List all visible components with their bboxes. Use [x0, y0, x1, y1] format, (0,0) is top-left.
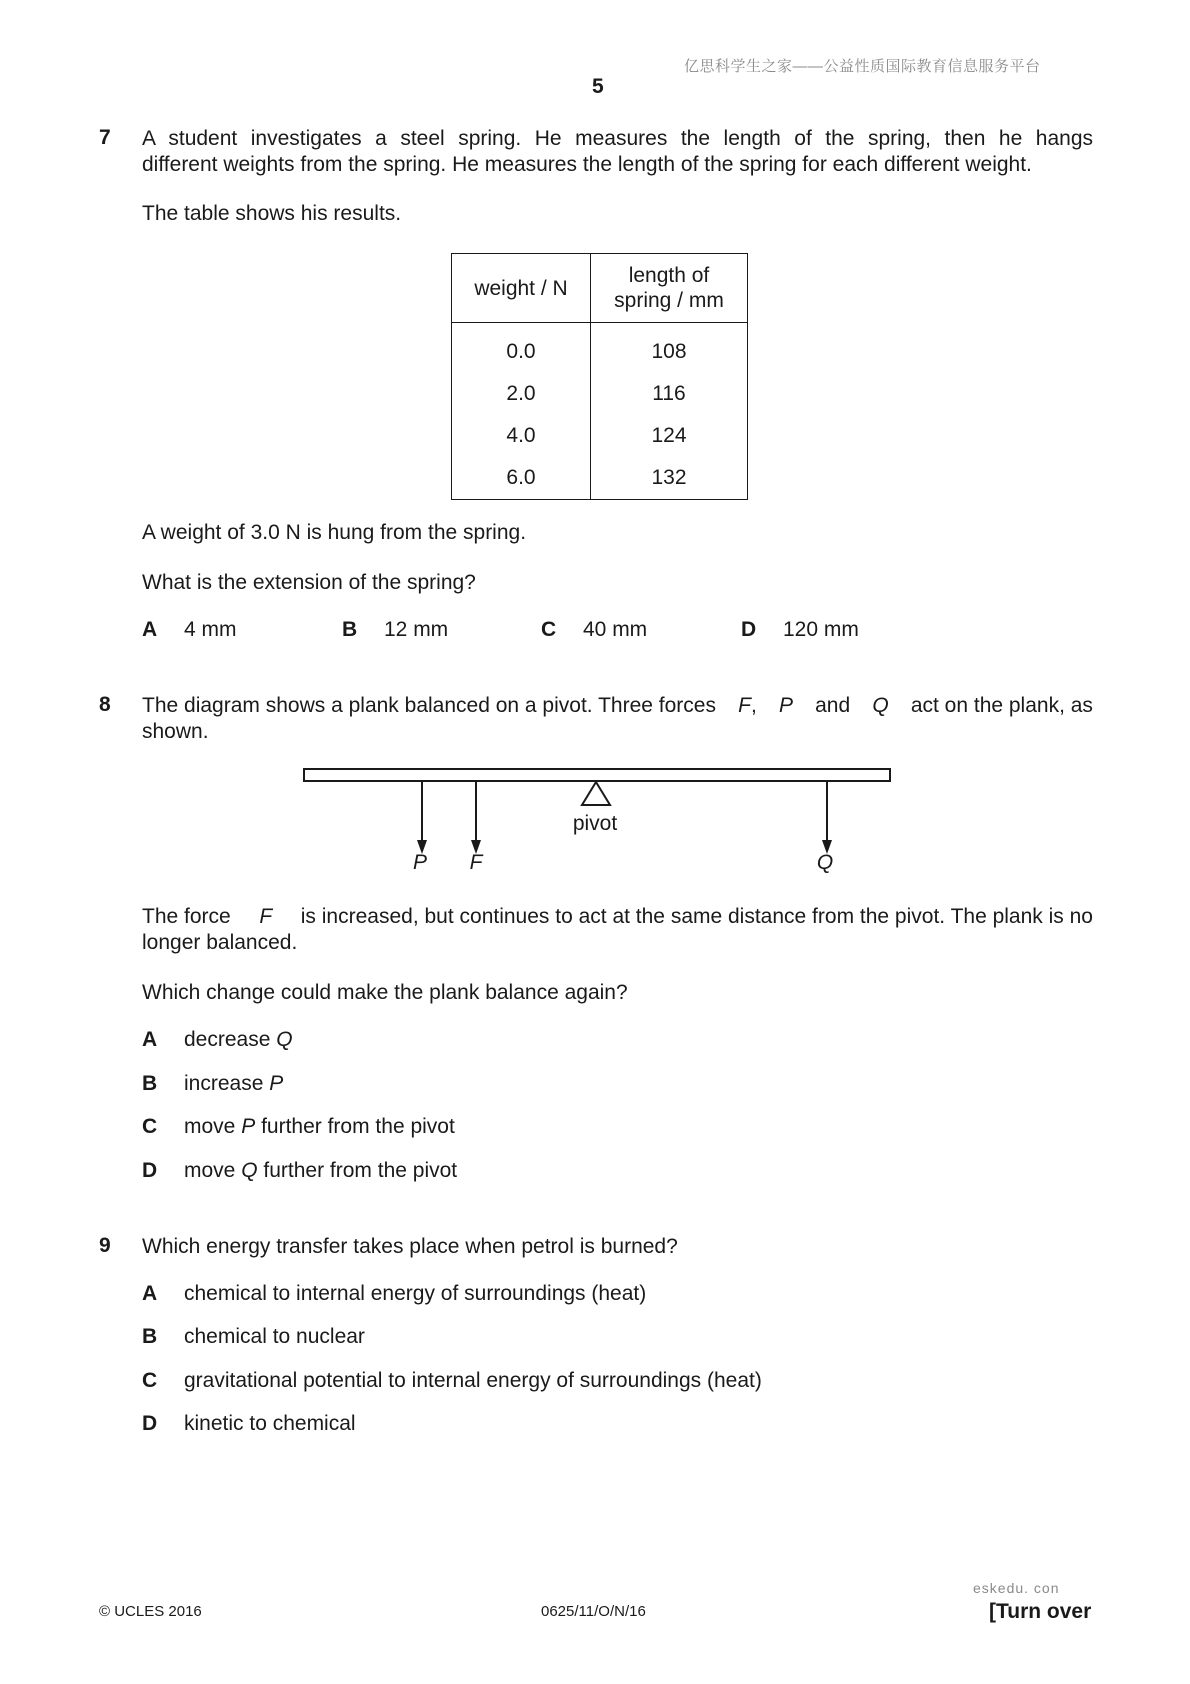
option-letter: A [142, 618, 158, 641]
q8-number: 8 [99, 693, 111, 716]
option-text: gravitational potential to internal energy of surroundings (heat) [184, 1369, 762, 1392]
q8-intro-var-Q: Q [872, 694, 889, 717]
option-text: 120 mm [783, 618, 859, 641]
table-row [452, 415, 748, 457]
table-row [452, 373, 748, 415]
option-letter: C [142, 1369, 158, 1392]
q8-intro-var-F: F, [738, 694, 757, 717]
plank [304, 769, 890, 781]
option-letter: D [142, 1159, 158, 1182]
q8-intro-and: and [815, 694, 851, 717]
table-header-weight: weight / N [452, 254, 591, 323]
option-letter: B [142, 1325, 158, 1348]
pivot-label: pivot [572, 812, 618, 835]
q8-para-line2: longer balanced. [142, 931, 298, 954]
cell-length: 116 [591, 373, 748, 415]
q8-intro-line2: shown. [142, 720, 209, 743]
q8-para-var-F: F [259, 905, 273, 928]
cell-weight: 4.0 [452, 415, 591, 457]
option-text: chemical to internal energy of surroundings (heat) [184, 1282, 647, 1305]
header-watermark: 亿思科学生之家——公益性质国际教育信息服务平台 [684, 58, 1041, 75]
cell-length: 124 [591, 415, 748, 457]
option-text: move Q further from the pivot [184, 1159, 458, 1182]
q7-number: 7 [99, 126, 111, 149]
label-P: P [412, 851, 428, 874]
force-arrow-F [471, 781, 481, 854]
option-text: 4 mm [184, 618, 237, 641]
footer-copyright: © UCLES 2016 [99, 1603, 202, 1620]
results-table [451, 253, 748, 500]
label-Q: Q [816, 851, 834, 874]
q8-intro-var-P: P [778, 694, 793, 717]
option-text: chemical to nuclear [184, 1325, 365, 1348]
q8-intro-part: act on the plank, as [910, 694, 1093, 717]
option-letter: B [142, 1072, 158, 1095]
table-header-length: length of spring / mm [591, 254, 748, 323]
force-arrow-P [417, 781, 427, 854]
option-letter: C [142, 1115, 158, 1138]
option-text: increase P [184, 1072, 284, 1095]
q7-intro-line1: A student investigates a steel spring. He measures the length of the spring, then he hangs [142, 127, 1093, 150]
option-letter: A [142, 1028, 158, 1051]
force-arrow-Q [822, 781, 832, 854]
option-text: 12 mm [384, 618, 449, 641]
pivot-triangle-icon [582, 782, 610, 805]
cell-weight: 6.0 [452, 457, 591, 500]
cell-length: 108 [591, 323, 748, 374]
q8-para-line1 [142, 904, 1093, 930]
q9-number: 9 [99, 1234, 111, 1257]
cell-weight: 2.0 [452, 373, 591, 415]
q7-question: What is the extension of the spring? [142, 571, 476, 594]
option-text: 40 mm [583, 618, 648, 641]
cell-weight: 0.0 [452, 323, 591, 374]
q8-para-part: is increased, but continues to act at the same distance from the pivot. The plank is no [300, 905, 1093, 928]
q8-intro-part: The diagram shows a plank balanced on a pivot. Three forces [142, 694, 716, 717]
label-F: F [469, 851, 483, 874]
q8-para-part: The force [142, 905, 231, 928]
page-number: 5 [592, 75, 604, 98]
turn-over: [Turn over [989, 1600, 1092, 1623]
q7-statement: A weight of 3.0 N is hung from the spring. [142, 521, 527, 544]
footer-eskedu: eskedu. con [973, 1580, 1060, 1596]
option-letter: B [342, 618, 358, 641]
option-text: decrease Q [184, 1028, 293, 1051]
cell-length: 132 [591, 457, 748, 500]
option-letter: D [142, 1412, 158, 1435]
option-letter: A [142, 1282, 158, 1305]
q8-question: Which change could make the plank balance again? [142, 981, 628, 1004]
q7-intro-line2: different weights from the spring. He measures the length of the spring for each different weight. [142, 153, 1032, 176]
option-text: move P further from the pivot [184, 1115, 455, 1138]
table-row [452, 457, 748, 500]
footer-code: 0625/11/O/N/16 [541, 1603, 646, 1620]
option-letter: C [541, 618, 557, 641]
q9-question: Which energy transfer takes place when petrol is burned? [142, 1235, 678, 1258]
q7-table-intro: The table shows his results. [142, 202, 402, 225]
table-row [452, 323, 748, 374]
option-letter: D [741, 618, 757, 641]
q8-intro-line1 [142, 693, 1093, 719]
plank-diagram [296, 762, 896, 882]
option-text: kinetic to chemical [184, 1412, 356, 1435]
